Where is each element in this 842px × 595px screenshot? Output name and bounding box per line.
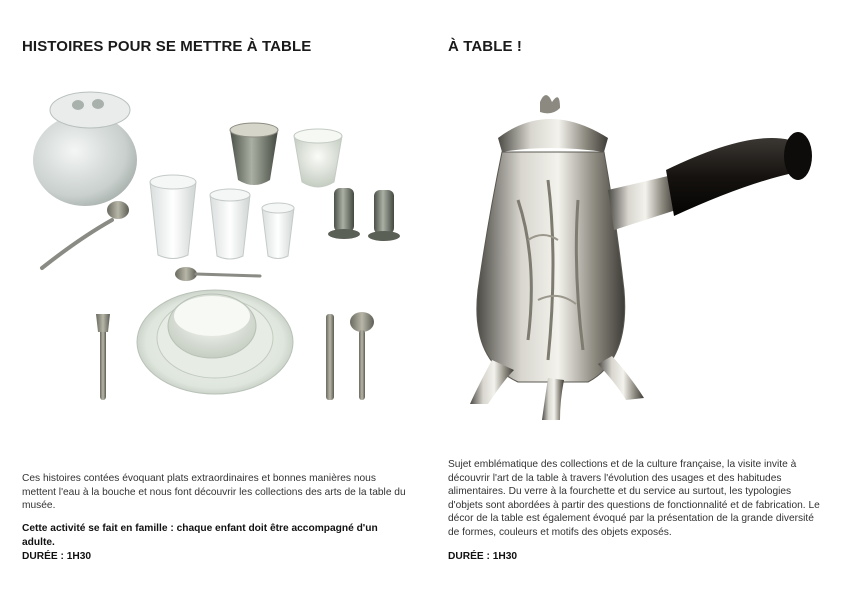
- right-duration: DURÉE : 1H30: [448, 551, 518, 562]
- left-title: HISTOIRES POUR SE METTRE À TABLE: [22, 38, 312, 55]
- left-description: [22, 472, 412, 513]
- right-description-text: Sujet emblématique des collections et de la culture française, la visite invite à découvrir l'art de la table à travers l'évolution des usages et des habitudes alimentaires. Du verre à la fourchette et du service au surtout, les typologies d'objets sont abordées à partir des questions de fonctionnalité et de fabrication. Le décor de la table est également évoqué par la présentation de la grande diversité de formes, couleurs et motifs des objets exposés.: [448, 459, 820, 538]
- left-family-note: [22, 522, 412, 549]
- right-description: [448, 458, 828, 540]
- right-title: À TABLE !: [448, 38, 522, 55]
- tableware-image: [20, 70, 410, 450]
- left-description-text: Ces histoires contées évoquant plats extraordinaires et bonnes manières nous mettent l'eau à la bouche et nous font découvrir les collections des arts de la table du musée.: [22, 473, 406, 512]
- silver-pot-image: [448, 60, 838, 450]
- left-family-note-text: Cette activité se fait en famille : chaque enfant doit être accompagné d'un adulte.: [22, 523, 378, 548]
- left-duration: DURÉE : 1H30: [22, 551, 92, 562]
